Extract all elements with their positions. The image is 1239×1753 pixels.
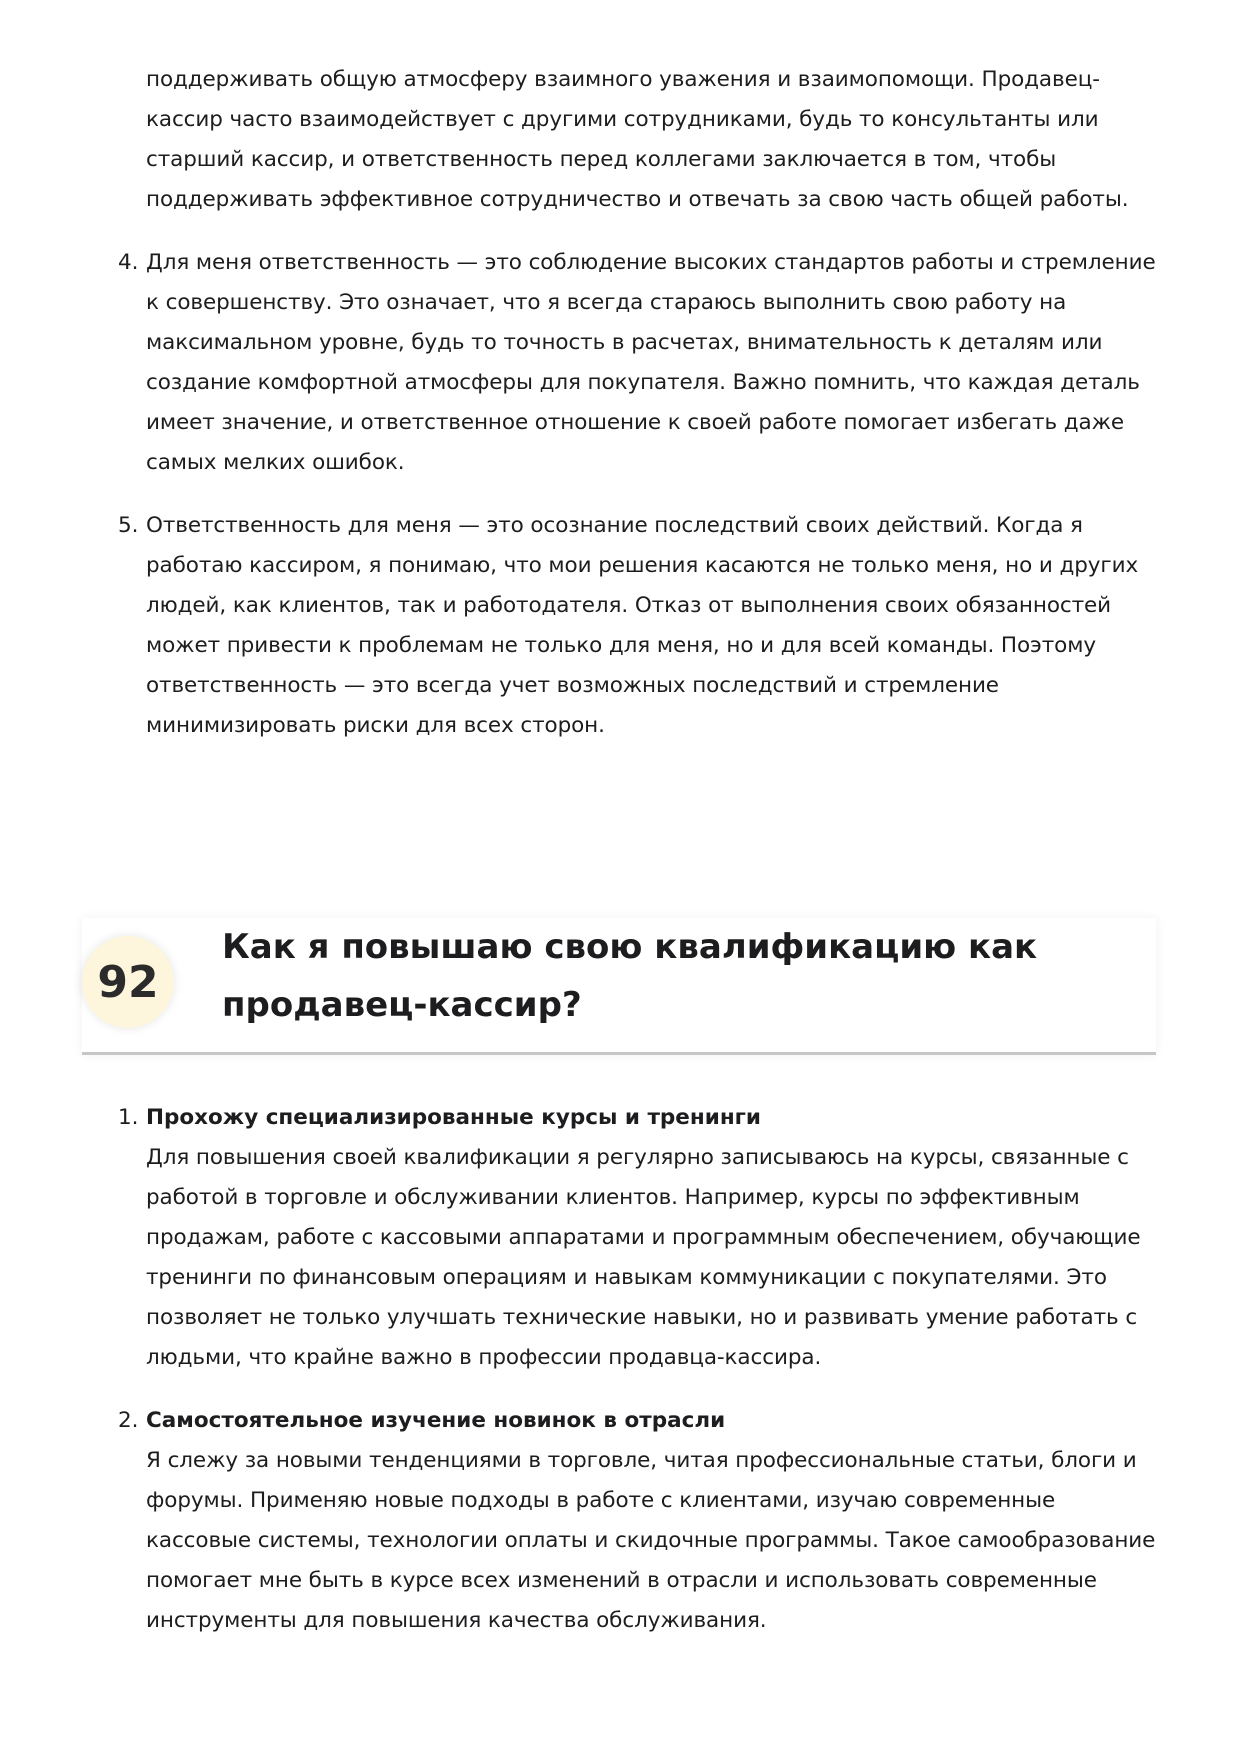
list-item-number: 5.	[118, 513, 139, 538]
list-item-number: 4.	[118, 250, 139, 275]
answer-list	[118, 1098, 1158, 1664]
list-item	[118, 60, 1158, 220]
list-item-title: Самостоятельное изучение новинок в отрасли	[146, 1408, 726, 1433]
continuation-paragraph: поддерживать общую атмосферу взаимного уважения и взаимопомощи. Продавец-кассир часто взаимодействует с другими сотрудниками, будь то консультанты или старший кассир, и ответственность перед коллегами заключается в том, чтобы поддерживать эффективное сотрудничество и отвечать за свою часть общей работы.	[146, 67, 1129, 212]
question-title: Как я повышаю свою квалификацию как продавец-кассир?	[222, 927, 1038, 1025]
list-item-text: Для меня ответственность — это соблюдение высоких стандартов работы и стремление к совершенству. Это означает, что я всегда стараюсь выполнить свою работу на максимальном уровне, будь то точность в расчетах, внимательность к деталям или создание комфортной атмосферы для покупателя. Важно помнить, что каждая деталь имеет значение, и ответственное отношение к своей работе помогает избегать даже самых мелких ошибок.	[146, 250, 1156, 475]
list-item-text: Ответственность для меня — это осознание последствий своих действий. Когда я работаю кассиром, я понимаю, что мои решения касаются не только меня, но и других людей, как клиентов, так и работодателя. Отказ от выполнения своих обязанностей может привести к проблемам не только для меня, но и для всей команды. Поэтому ответственность — это всегда учет возможных последствий и стремление минимизировать риски для всех сторон.	[146, 513, 1139, 738]
list-item	[118, 506, 1158, 746]
list-item	[118, 1098, 1158, 1378]
question-number-badge: 92	[82, 936, 174, 1028]
list-item-number: 2.	[118, 1408, 139, 1433]
list-item	[118, 1401, 1158, 1641]
list-item-text: Для повышения своей квалификации я регулярно записываюсь на курсы, связанные с работой в торговле и обслуживании клиентов. Например, курсы по эффективным продажам, работе с кассовыми аппаратами и программным обеспечением, обучающие тренинги по финансовым операциям и навыкам коммуникации с покупателями. Это позволяет не только улучшать технические навыки, но и развивать умение работать с людьми, что крайне важно в профессии продавца-кассира.	[146, 1145, 1141, 1370]
list-item-number: 1.	[118, 1105, 139, 1130]
question-header	[82, 918, 1156, 1055]
list-item-text: Я слежу за новыми тенденциями в торговле, читая профессиональные статьи, блоги и форумы. Применяю новые подходы в работе с клиентами, изучаю современные кассовые системы, технологии оплаты и скидочные программы. Такое самообразование помогает мне быть в курсе всех изменений в отрасли и использовать современные инструменты для повышения качества обслуживания.	[146, 1448, 1156, 1633]
list-item	[118, 243, 1158, 483]
list-item-title: Прохожу специализированные курсы и тренинги	[146, 1105, 761, 1130]
previous-answer-list	[118, 60, 1158, 769]
